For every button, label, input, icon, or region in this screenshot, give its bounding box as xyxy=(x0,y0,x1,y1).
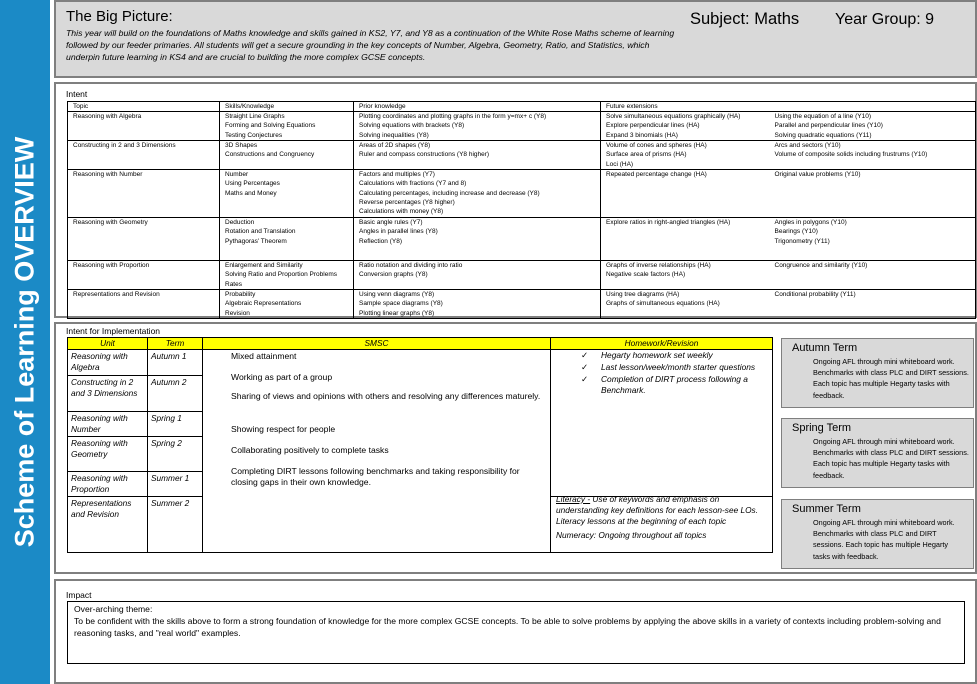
term-box-spring xyxy=(781,418,974,488)
term-cell: Summer 2 xyxy=(148,497,203,553)
impact-section xyxy=(54,579,977,684)
unit-cell: Representations and Revision xyxy=(68,497,148,553)
impact-text: To be confident with the skills above to form a strong foundation of knowledge for the more complex GCSE concepts. To be able to solve problems by applying the above skills in a variety of contexts including problem-solving and reasoning tasks, and "real world" examples. xyxy=(74,616,941,638)
intent-row xyxy=(68,218,976,261)
prior-knowledge-cell: Ratio notation and dividing into ratio Conversion graphs (Y8) xyxy=(354,261,601,290)
term-cell: Summer 1 xyxy=(148,472,203,497)
big-picture-title: The Big Picture: xyxy=(66,8,173,25)
intent-label: Intent xyxy=(66,89,88,99)
banner-title: Scheme of Learning OVERVIEW xyxy=(9,136,40,548)
literacy-note: Literacy - Use of keywords and emphasis on understanding key definitions for each lesson-see LOs. Literacy lessons at the beginning of each topic xyxy=(556,494,759,526)
prior-knowledge-cell: Factors and multiples (Y7) Calculations with fractions (Y7 and 8) Calculating percentages, including increase and decrease (Y8) Reverse percentages (Y8 higher) Calculations with money (Y8) xyxy=(354,170,601,218)
unit-cell: Reasoning with Algebra xyxy=(68,350,148,376)
topic-cell: Reasoning with Algebra xyxy=(68,112,220,141)
header-smsc: SMSC xyxy=(203,338,551,350)
header-unit: Unit xyxy=(68,338,148,350)
impact-box xyxy=(67,601,965,664)
future-extension-cell: Using the equation of a line (Y10) Parallel and perpendicular lines (Y10) Solving quadratic equations (Y11) xyxy=(770,112,976,141)
skills-cell: 3D Shapes Constructions and Congruency xyxy=(220,141,354,170)
skills-cell: Enlargement and Similarity Solving Ratio and Proportion Problems Rates xyxy=(220,261,354,290)
term-cell: Spring 1 xyxy=(148,412,203,437)
skills-cell: Straight Line Graphs Forming and Solving Equations Testing Conjectures xyxy=(220,112,354,141)
smsc-item: Working as part of a group xyxy=(231,372,333,382)
term-title: Spring Term xyxy=(792,422,852,434)
homework-item-cont: Benchmark. xyxy=(601,385,646,395)
topic-cell: Reasoning with Proportion xyxy=(68,261,220,290)
tick-icon: ✓ xyxy=(581,374,589,384)
big-picture-description: This year will build on the foundations of Maths knowledge and skills gained in KS2, Y7, and Y8 as a continuation of the White Rose Maths scheme of learning followed by our feeder primaries. All students will get a secure grounding in the key concepts of Number, Algebra, Geometry, Ratio, and Statistics, which underpin future learning in KS4 and are crucial to building the more complex GCSE concepts. xyxy=(66,28,675,62)
intent-table xyxy=(67,101,976,319)
future-extension-cell: Using tree diagrams (HA) Graphs of simultaneous equations (HA) xyxy=(601,290,770,319)
future-extension-cell: Conditional probability (Y11) xyxy=(770,290,976,319)
prior-knowledge-cell: Using venn diagrams (Y8) Sample space diagrams (Y8) Plotting linear graphs (Y8) xyxy=(354,290,601,319)
intent-row xyxy=(68,261,976,290)
tick-icon: ✓ xyxy=(581,350,589,360)
header-term: Term xyxy=(148,338,203,350)
impact-theme: Over-arching theme: xyxy=(74,604,153,614)
topic-cell: Reasoning with Geometry xyxy=(68,218,220,261)
future-extension-cell: Volume of cones and spheres (HA) Surface area of prisms (HA) Loci (HA) xyxy=(601,141,770,170)
intent-header-row xyxy=(68,102,976,112)
intent-row xyxy=(68,141,976,170)
impact-label: Impact xyxy=(66,590,92,600)
prior-knowledge-cell: Basic angle rules (Y7) Angles in parallel lines (Y8) Reflection (Y8) xyxy=(354,218,601,261)
header-homework: Homework/Revision xyxy=(551,338,773,350)
future-extension-cell: Repeated percentage change (HA) xyxy=(601,170,770,218)
header-skills: Skills/Knowledge xyxy=(220,102,354,112)
term-description: Ongoing AFL through mini whiteboard work. Benchmarks with class PLC and DIRT sessions. Each topic has multiple Hegarty tasks with feedback. xyxy=(813,357,969,400)
smsc-item: Completing DIRT lessons following benchmarks and taking responsibility for closing gaps in their own knowledge. xyxy=(231,466,520,487)
prior-knowledge-cell: Plotting coordinates and plotting graphs in the form y=mx+ c (Y8) Solving equations with brackets (Y8) Solving inequalities (Y8) xyxy=(354,112,601,141)
term-box-summer xyxy=(781,499,974,569)
unit-cell: Reasoning with Geometry xyxy=(68,437,148,472)
header-prior: Prior knowledge xyxy=(354,102,601,112)
smsc-item: Collaborating positively to complete tasks xyxy=(231,445,389,455)
homework-item: ✓ Hegarty homework set weekly xyxy=(581,350,713,360)
smsc-item: Mixed attainment xyxy=(231,351,297,361)
header-topic: Topic xyxy=(68,102,220,112)
homework-item: ✓ Last lesson/week/month starter questions xyxy=(581,362,756,372)
header-future: Future extensions xyxy=(601,102,770,112)
skills-cell: Probability Algebraic Representations Revision xyxy=(220,290,354,319)
homework-item: ✓ Completion of DIRT process following a xyxy=(581,374,748,384)
smsc-item: Sharing of views and opinions with others and resolving any differences maturely. xyxy=(231,391,541,401)
unit-cell: Reasoning with Number xyxy=(68,412,148,437)
big-picture-section xyxy=(54,0,977,78)
term-cell: Spring 2 xyxy=(148,437,203,472)
tick-icon: ✓ xyxy=(581,362,589,372)
header-future-cont xyxy=(770,102,976,112)
future-extension-cell: Explore ratios in right-angled triangles (HA) xyxy=(601,218,770,261)
subject-label: Subject: Maths xyxy=(690,10,800,28)
intent-row xyxy=(68,170,976,218)
implementation-section xyxy=(54,322,977,574)
skills-cell: Number Using Percentages Maths and Money xyxy=(220,170,354,218)
topic-cell: Constructing in 2 and 3 Dimensions xyxy=(68,141,220,170)
term-description: Ongoing AFL through mini whiteboard work. Benchmarks with class PLC and DIRT sessions. Each topic has multiple Hegarty tasks with feedback. xyxy=(813,437,969,480)
future-extension-cell: Solve simultaneous equations graphically (HA) Explore perpendicular lines (HA) Expand 3 binomials (HA) xyxy=(601,112,770,141)
topic-cell: Representations and Revision xyxy=(68,290,220,319)
intent-row xyxy=(68,290,976,319)
future-extension-cell: Angles in polygons (Y10) Bearings (Y10) Trigonometry (Y11) xyxy=(770,218,976,261)
intent-row xyxy=(68,112,976,141)
intent-section xyxy=(54,82,977,318)
smsc-item: Showing respect for people xyxy=(231,424,336,434)
year-group-label: Year Group: 9 xyxy=(835,11,935,28)
implementation-label: Intent for Implementation xyxy=(66,326,161,336)
future-extension-cell: Graphs of inverse relationships (HA) Negative scale factors (HA) xyxy=(601,261,770,290)
topic-cell: Reasoning with Number xyxy=(68,170,220,218)
term-description: Ongoing AFL through mini whiteboard work. Benchmarks with class PLC and DIRT sessions. Each topic has multiple Hegarty tasks with feedback. xyxy=(813,518,955,561)
numeracy-note: Numeracy: Ongoing throughout all topics xyxy=(556,530,707,540)
title-banner xyxy=(0,0,50,684)
prior-knowledge-cell: Areas of 2D shapes (Y8) Ruler and compass constructions (Y8 higher) xyxy=(354,141,601,170)
future-extension-cell: Congruence and similarity (Y10) xyxy=(770,261,976,290)
term-title: Summer Term xyxy=(792,503,861,515)
future-extension-cell: Arcs and sectors (Y10) Volume of composite solids including frustrums (Y10) xyxy=(770,141,976,170)
future-extension-cell: Original value problems (Y10) xyxy=(770,170,976,218)
term-cell: Autumn 2 xyxy=(148,376,203,412)
unit-cell: Constructing in 2 and 3 Dimensions xyxy=(68,376,148,412)
unit-cell: Reasoning with Proportion xyxy=(68,472,148,497)
skills-cell: Deduction Rotation and Translation Pythagoras' Theorem xyxy=(220,218,354,261)
implementation-header-row xyxy=(68,338,773,350)
literacy-key: Literacy - xyxy=(556,494,591,504)
term-cell: Autumn 1 xyxy=(148,350,203,376)
term-title: Autumn Term xyxy=(792,342,858,354)
term-box-autumn xyxy=(781,338,974,408)
